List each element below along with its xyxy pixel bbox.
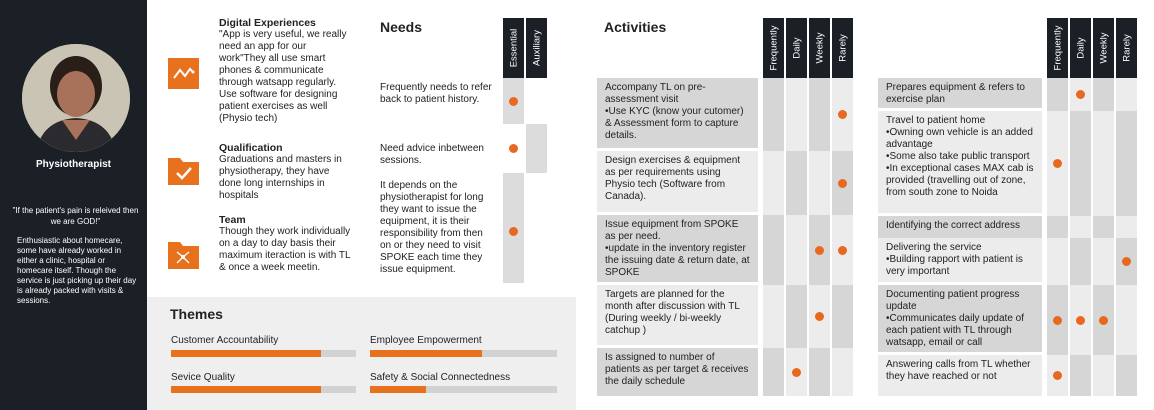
activity-grid-cell xyxy=(1070,111,1091,216)
need-item: It depends on the physiotherapist for long they want to issue the equipment, it is their responsibility from then on or they need to visit SPOKE each time they issue equipment. xyxy=(380,180,484,275)
needs-col-essential: Essential xyxy=(503,18,524,78)
activity-item: Issue equipment from SPOKE as per need. •update in the inventory register the issuing date & return date, at SPOKE xyxy=(597,215,758,282)
activity-grid-cell xyxy=(1093,238,1114,285)
activity-frequency-marker xyxy=(1053,316,1062,325)
digital-experience-icon xyxy=(168,58,199,89)
persona-bio: Enthusiastic about homecare, some have already worked in either a clinic, hospital or homecare itself. Though the service is just picking up their day is already packed with visits & sessions. xyxy=(17,236,137,305)
team-network-icon xyxy=(168,238,199,269)
activity-grid-cell xyxy=(763,285,784,348)
activity-item: Design exercises & equipment as per requirements using Physio tech (Software from Canada). xyxy=(597,151,758,212)
activity-frequency-marker xyxy=(1122,257,1131,266)
activity-frequency-marker xyxy=(1076,90,1085,99)
activity-grid-cell xyxy=(1070,355,1091,396)
theme-bar-fill xyxy=(370,350,482,357)
activity-grid-cell xyxy=(1093,111,1114,216)
activity-grid-cell xyxy=(1093,355,1114,396)
activity-grid-cell xyxy=(832,285,853,348)
activity-grid-cell xyxy=(1116,111,1137,216)
theme-bar xyxy=(171,386,356,393)
persona-quote: "If the patient's pain is releived then we are GOD!" xyxy=(12,206,139,226)
team-text: Though they work individually on a day to day basis their maximum iteraction is with TL & once a week meetin. xyxy=(219,226,351,273)
themes-panel xyxy=(147,297,576,410)
activity-grid-cell xyxy=(1047,216,1068,238)
activity-item: Targets are planned for the month after discussion with TL (During weekly / bi-weekly catchup ) xyxy=(597,285,758,345)
activity-grid-cell xyxy=(1093,216,1114,238)
activity-frequency-marker xyxy=(1099,316,1108,325)
persona-role: Physiotherapist xyxy=(35,159,112,170)
activity-grid-cell xyxy=(1070,216,1091,238)
activity-frequency-marker xyxy=(838,246,847,255)
digital-experience-title: Digital Experiences xyxy=(219,17,316,29)
theme-bar-fill xyxy=(171,386,321,393)
activity-grid-cell xyxy=(1116,216,1137,238)
needs-cell xyxy=(526,124,547,173)
activity-grid-cell xyxy=(1047,78,1068,111)
need-essential-marker xyxy=(509,227,518,236)
activity-grid-cell xyxy=(1116,78,1137,111)
needs-cell xyxy=(526,78,547,124)
activity-item: Accompany TL on pre-assessment visit •Use KYC (know your cutomer) & Assessment form to capture details. xyxy=(597,78,758,148)
activity-frequency-marker xyxy=(1053,371,1062,380)
activity-item: Documenting patient progress update •Communicates daily update of each patient with TL through watsapp, email or call xyxy=(878,285,1042,352)
theme-label: Sevice Quality xyxy=(171,372,235,383)
qualification-folder-icon xyxy=(168,154,199,185)
activity-grid-cell xyxy=(1116,355,1137,396)
activity-col-daily: Daily xyxy=(1070,18,1091,78)
theme-label: Customer Accountability xyxy=(171,335,279,346)
activity-frequency-marker xyxy=(838,110,847,119)
activity-grid-cell xyxy=(786,78,807,151)
activity-grid-cell xyxy=(763,215,784,285)
need-essential-marker xyxy=(509,97,518,106)
activity-col-daily: Daily xyxy=(786,18,807,78)
activity-grid-cell xyxy=(1047,238,1068,285)
theme-label: Safety & Social Connectedness xyxy=(370,372,511,383)
activity-grid-cell xyxy=(763,78,784,151)
activity-col-frequently: Frequently xyxy=(763,18,784,78)
activity-item: Identifying the correct address xyxy=(878,216,1042,238)
needs-cell xyxy=(526,173,547,283)
qualification-title: Qualification xyxy=(219,142,283,154)
theme-bar-fill xyxy=(171,350,321,357)
need-essential-marker xyxy=(509,144,518,153)
activity-frequency-marker xyxy=(792,368,801,377)
activity-frequency-marker xyxy=(838,179,847,188)
activity-grid-cell xyxy=(1070,238,1091,285)
activity-item: Delivering the service •Building rapport with patient is very important xyxy=(878,238,1042,282)
activity-col-frequently: Frequently xyxy=(1047,18,1068,78)
activity-grid-cell xyxy=(809,78,830,151)
need-item: Frequently needs to refer back to patient history. xyxy=(380,82,492,105)
activity-grid-cell xyxy=(786,285,807,348)
activity-item: Is assigned to number of patients as per target & receives the daily schedule xyxy=(597,348,758,396)
team-title: Team xyxy=(219,214,246,226)
qualification-text: Graduations and masters in physiotherapy, they have done long internships in hospitals xyxy=(219,154,342,201)
theme-label: Employee Empowerment xyxy=(370,335,482,346)
activity-grid-right xyxy=(1047,78,1139,396)
digital-experience-text: "App is very useful, we really need an app for our work"They all use smart phones & communicate through watsapp regularly. Use software for designing patient exercises as well (Physio tech) xyxy=(219,29,347,124)
activity-grid-cell xyxy=(1093,78,1114,111)
activity-grid-cell xyxy=(786,151,807,215)
theme-bar-fill xyxy=(370,386,426,393)
activity-grid-cell xyxy=(763,151,784,215)
activity-grid-cell xyxy=(786,215,807,285)
activity-item: Travel to patient home •Owning own vehicle is an added advantage •Some also take public transport •In exceptional cases MAX cab is provided (travelling out of zone, from south zone to Noida xyxy=(878,111,1042,213)
activity-col-rarely: Rarely xyxy=(1116,18,1137,78)
activity-frequency-marker xyxy=(1076,316,1085,325)
activity-col-weekly: Weekly xyxy=(809,18,830,78)
activity-grid-cell xyxy=(763,348,784,396)
activity-grid-cell xyxy=(832,348,853,396)
activity-grid-cell xyxy=(809,151,830,215)
activity-item: Answering calls from TL whether they have reached or not xyxy=(878,355,1042,396)
theme-bar xyxy=(370,350,557,357)
theme-bar xyxy=(171,350,356,357)
needs-heading: Needs xyxy=(380,19,423,35)
activity-grid-cell xyxy=(809,348,830,396)
persona-panel xyxy=(0,0,147,410)
activity-grid-left xyxy=(763,78,855,396)
need-item: Need advice inbetween sessions. xyxy=(380,143,484,166)
themes-heading: Themes xyxy=(170,306,223,322)
needs-col-auxiliary: Auxiliary xyxy=(526,18,547,78)
activity-frequency-marker xyxy=(1053,159,1062,168)
persona-avatar xyxy=(22,44,130,152)
theme-bar xyxy=(370,386,557,393)
activity-frequency-marker xyxy=(815,312,824,321)
activity-col-weekly: Weekly xyxy=(1093,18,1114,78)
activity-grid-cell xyxy=(1116,285,1137,355)
activity-frequency-marker xyxy=(815,246,824,255)
activities-heading: Activities xyxy=(604,19,667,35)
activity-item: Prepares equipment & refers to exercise plan xyxy=(878,78,1042,108)
activity-col-rarely: Rarely xyxy=(832,18,853,78)
